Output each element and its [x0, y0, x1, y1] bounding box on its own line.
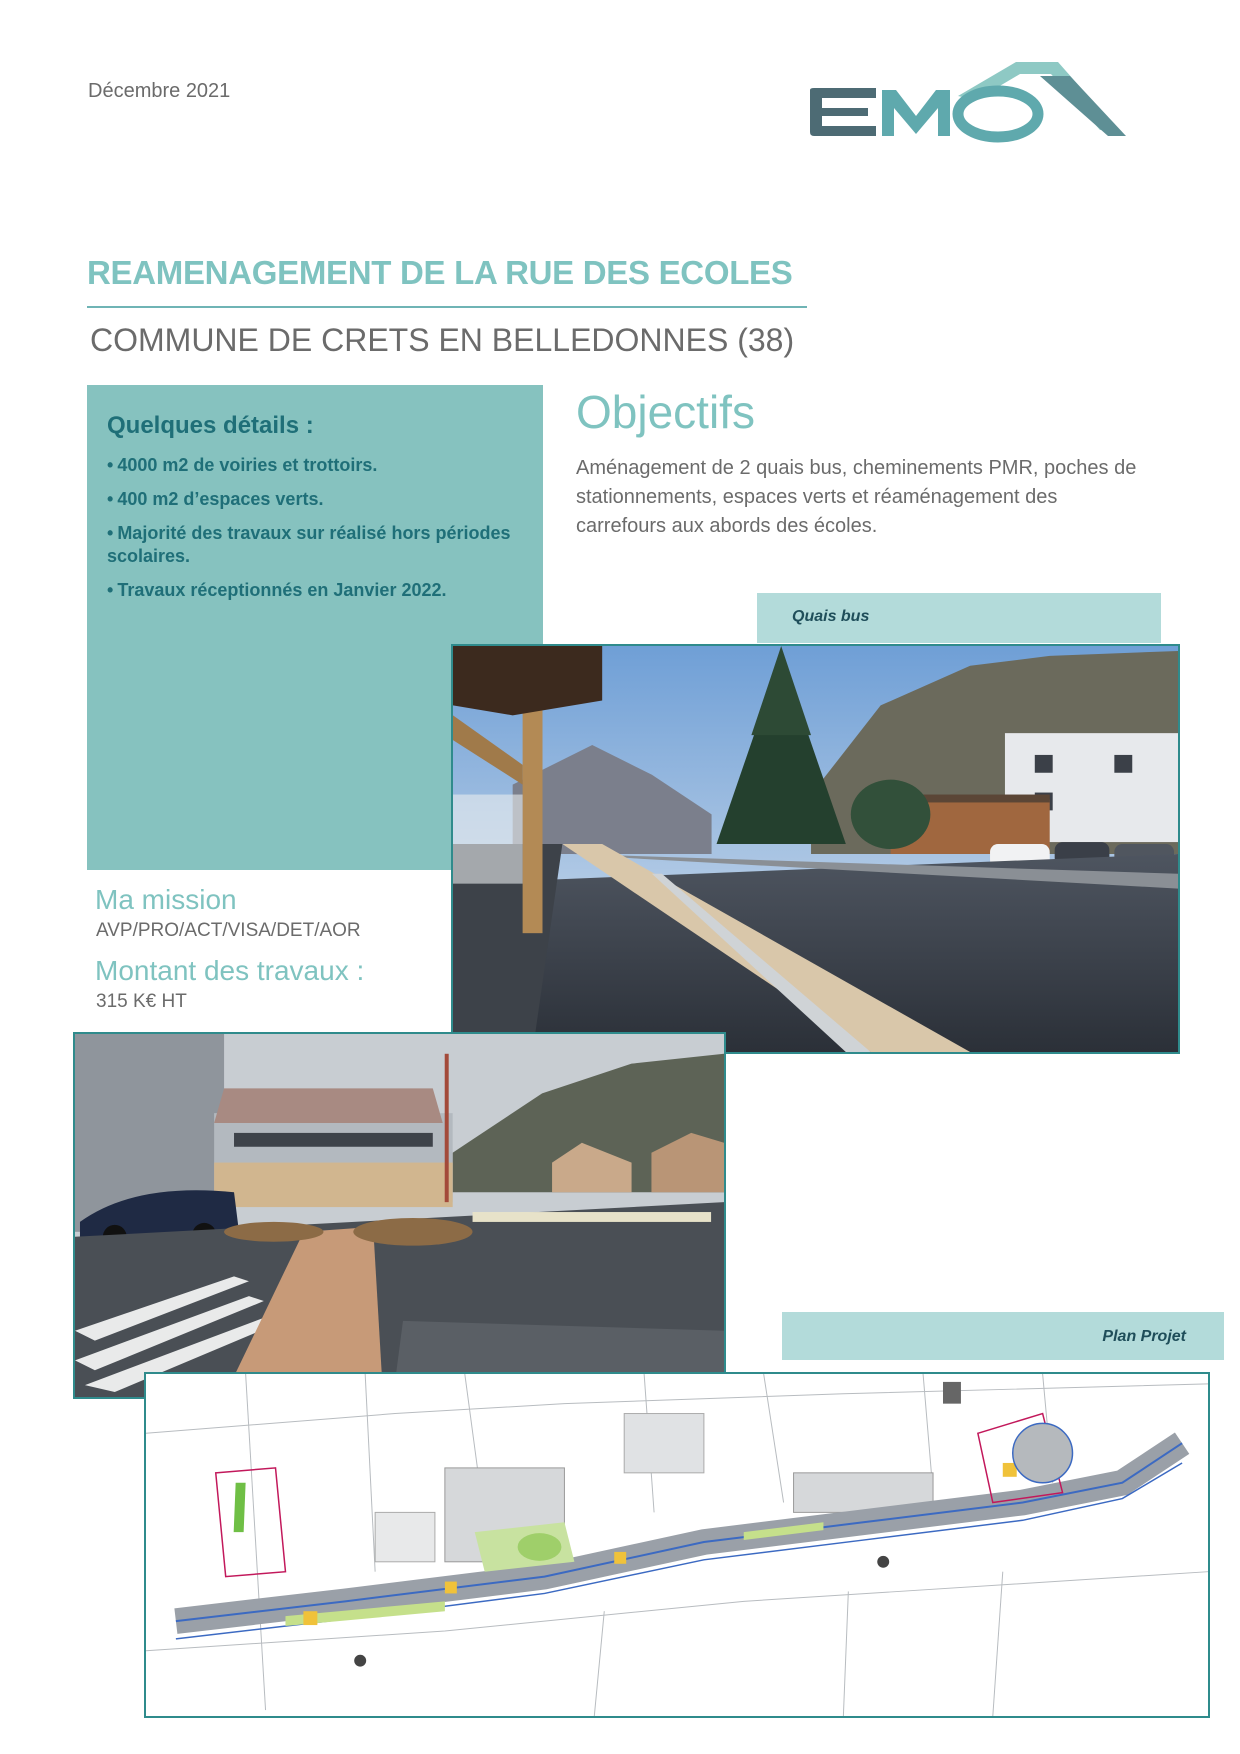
photo-school-crossing — [73, 1032, 726, 1399]
montant-heading: Montant des travaux : — [95, 955, 365, 986]
page-subtitle: COMMUNE DE CRETS EN BELLEDONNES (38) — [90, 322, 795, 358]
montant-value: 315 K€ HT — [96, 991, 187, 1012]
list-item: • 400 m2 d’espaces verts. — [107, 489, 324, 509]
list-item: • 4000 m2 de voiries et trottoirs. — [107, 455, 378, 475]
document-date: Décembre 2021 — [88, 80, 231, 102]
details-item-text: 400 m2 d’espaces verts. — [117, 489, 324, 509]
details-list — [107, 454, 523, 602]
objectifs-text: Aménagement de 2 quais bus, cheminements PMR, poches de stationnements, espaces verts et réaménagement des carrefours aux abords des écoles. — [576, 457, 1137, 537]
details-item-text: Majorité des travaux sur réalisé hors périodes scolaires. — [107, 523, 511, 566]
list-item: • Majorité des travaux sur réalisé hors périodes scolaires. — [107, 523, 511, 566]
details-item-text: 4000 m2 de voiries et trottoirs. — [117, 455, 378, 475]
emo-logo — [808, 56, 1148, 156]
photo-quais-bus — [451, 644, 1180, 1054]
caption-quais-bus: Quais bus — [757, 593, 1161, 643]
details-heading: Quelques détails : — [107, 412, 314, 439]
mission-value: AVP/PRO/ACT/VISA/DET/AOR — [96, 920, 361, 941]
objectifs-heading: Objectifs — [576, 386, 755, 438]
page-title: REAMENAGEMENT DE LA RUE DES ECOLES — [87, 254, 793, 291]
caption-plan-projet: Plan Projet — [782, 1312, 1224, 1360]
list-item: • Travaux réceptionnés en Janvier 2022. — [107, 580, 447, 600]
project-plan-drawing — [144, 1372, 1210, 1718]
title-divider — [87, 306, 807, 308]
mission-heading: Ma mission — [95, 884, 237, 915]
details-item-text: Travaux réceptionnés en Janvier 2022. — [117, 580, 447, 600]
